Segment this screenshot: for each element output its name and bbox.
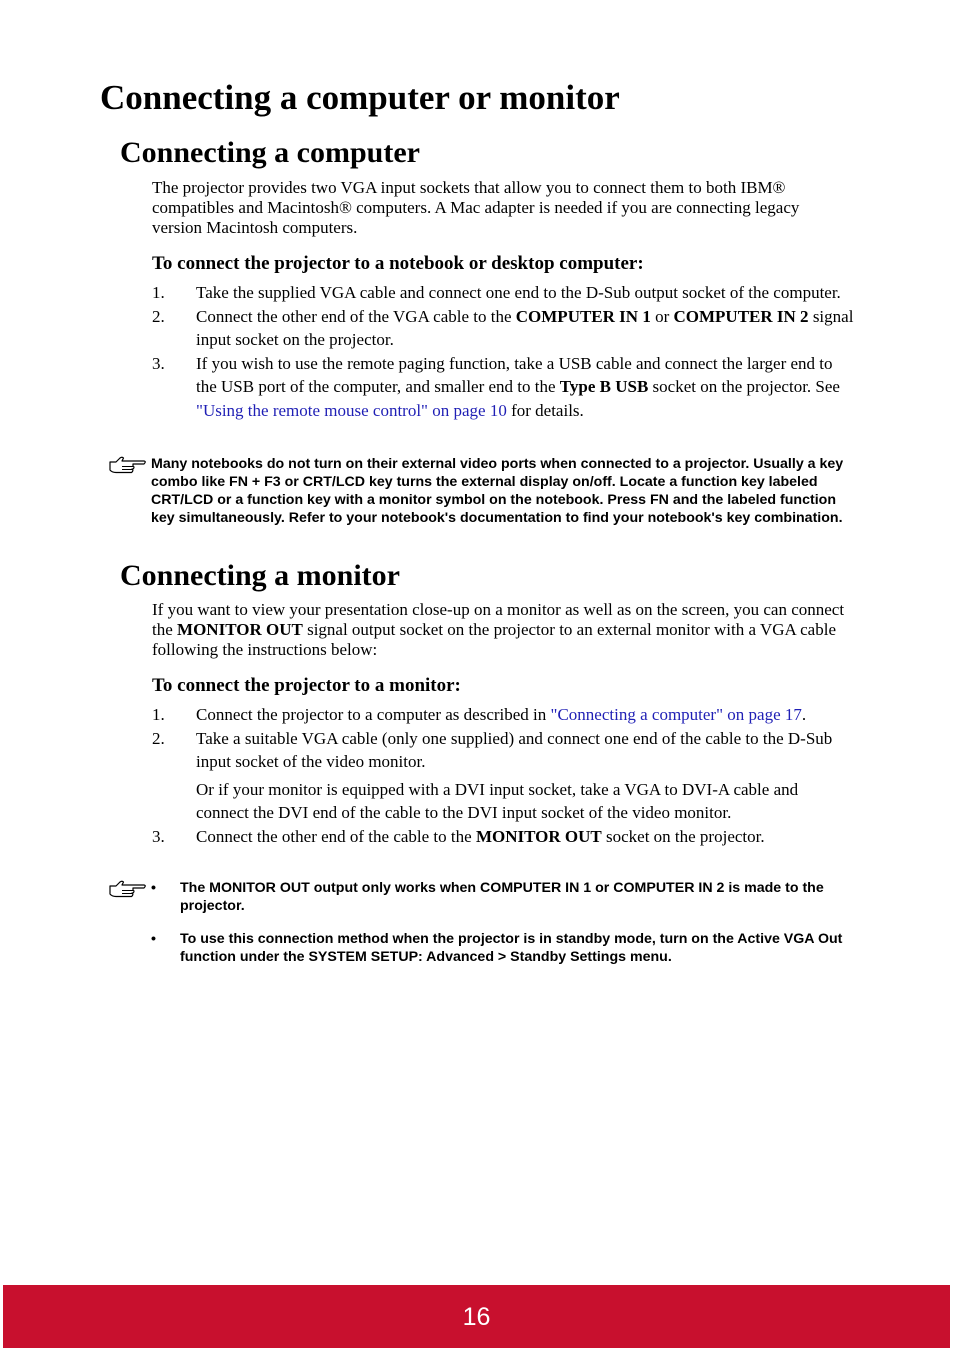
footer-bar bbox=[3, 1285, 950, 1348]
note-text: To use this connection method when the projector is in standby mode, turn on the Active VGA Out function under the SYSTEM SETUP: Advanced > Standby Settings menu. bbox=[180, 931, 843, 965]
step-text: socket on the projector. See bbox=[648, 377, 840, 396]
page-number: 16 bbox=[462, 1303, 491, 1331]
step-number: 2. bbox=[152, 728, 165, 748]
intro-text: signal output socket on the projector to an external monitor with a VGA cable following the instructions below: bbox=[152, 620, 836, 659]
step-bold: Type B USB bbox=[559, 377, 649, 396]
pointing-hand-icon bbox=[108, 879, 148, 899]
list-item bbox=[152, 281, 855, 305]
step-bold: COMPUTER IN 1 bbox=[515, 306, 651, 326]
step-text: socket on the projector. bbox=[601, 826, 765, 846]
section-heading-monitor: Connecting a monitor bbox=[120, 559, 400, 592]
step-text: or bbox=[650, 306, 674, 326]
monitor-steps bbox=[152, 703, 855, 848]
step-text: Connect the projector to a computer as described in bbox=[196, 705, 551, 724]
computer-subheading: To connect the projector to a notebook or desktop computer: bbox=[152, 253, 644, 274]
bullet: • bbox=[151, 880, 156, 896]
step-bold: COMPUTER IN 2 bbox=[673, 306, 809, 326]
list-item bbox=[152, 727, 855, 825]
intro-text: If you want to view your presentation close-up on a monitor as well as on the screen, you can connect the bbox=[152, 600, 845, 639]
list-item bbox=[151, 879, 857, 915]
bullet: • bbox=[151, 931, 156, 947]
remote-mouse-link[interactable]: "Using the remote mouse control" on page 10 bbox=[196, 400, 507, 420]
list-item bbox=[152, 352, 855, 423]
list-item bbox=[152, 305, 855, 352]
step-text: Connect the other end of the VGA cable to the bbox=[196, 306, 516, 326]
intro-bold: MONITOR OUT bbox=[177, 620, 303, 639]
step-text: Take a suitable VGA cable (only one supplied) and connect one end of the cable to the D-Sub input socket of the video monitor. bbox=[196, 728, 833, 771]
page-title: Connecting a computer or monitor bbox=[100, 78, 620, 117]
pointing-hand-icon bbox=[108, 455, 148, 475]
step-number: 2. bbox=[152, 306, 165, 326]
list-item bbox=[152, 825, 855, 849]
section-heading-computer: Connecting a computer bbox=[120, 136, 420, 169]
step-text: . bbox=[801, 705, 807, 724]
step-text: Connect the other end of the cable to the bbox=[196, 826, 476, 846]
step-text: If you wish to use the remote paging function, take a USB cable and connect the larger end to the USB port of the computer, and smaller end to the bbox=[196, 353, 833, 396]
step-subtext: Or if your monitor is equipped with a DVI input socket, take a VGA to DVI-A cable and connect the DVI end of the cable to the DVI input socket of the video monitor. bbox=[196, 779, 799, 822]
step-text: Take the supplied VGA cable and connect one end to the D-Sub output socket of the computer. bbox=[196, 283, 841, 302]
monitor-notes bbox=[151, 879, 857, 981]
step-number: 1. bbox=[152, 705, 165, 724]
note-text: The MONITOR OUT output only works when COMPUTER IN 1 or COMPUTER IN 2 is made to the projector. bbox=[180, 880, 824, 914]
monitor-intro bbox=[152, 600, 852, 660]
step-number: 1. bbox=[152, 283, 165, 302]
step-number: 3. bbox=[152, 826, 165, 846]
step-bold: MONITOR OUT bbox=[475, 826, 602, 846]
step-text: for details. bbox=[506, 400, 584, 420]
monitor-subheading: To connect the projector to a monitor: bbox=[152, 675, 461, 696]
list-item bbox=[152, 703, 855, 727]
computer-steps bbox=[152, 281, 855, 422]
step-text: signal input socket on the projector. bbox=[196, 306, 854, 349]
list-item bbox=[151, 930, 857, 966]
step-number: 3. bbox=[152, 353, 165, 373]
connecting-computer-link[interactable]: "Connecting a computer" on page 17 bbox=[550, 705, 802, 724]
notebook-note: Many notebooks do not turn on their external video ports when connected to a projector. Usually a key combo like FN + F3 or CRT/LCD key turns the external display on/off. Locate a function key labeled CRT/LCD or a function key with a monitor symbol on the notebook. Press FN and the labeled function key simultaneously. Refer to your notebook's documentation to find your notebook's key combination. bbox=[151, 456, 844, 526]
computer-intro: The projector provides two VGA input sockets that allow you to connect them to both IBM® compatibles and Macintosh® computers. A Mac adapter is needed if you are connecting legacy version Macintosh computers. bbox=[152, 178, 800, 237]
